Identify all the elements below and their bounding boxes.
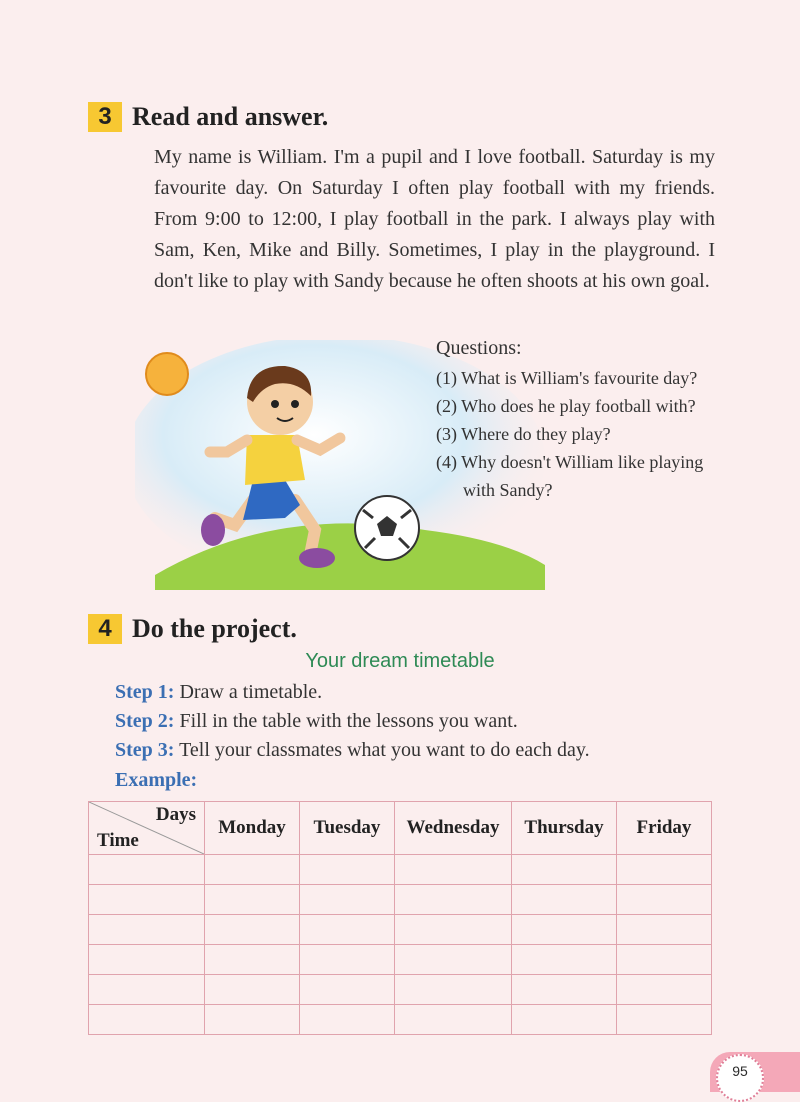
table-cell — [300, 945, 395, 975]
table-cell — [395, 975, 512, 1005]
day-header: Friday — [617, 802, 712, 855]
table-row — [89, 975, 712, 1005]
table-cell — [617, 1005, 712, 1035]
step-label: Step 1: — [115, 681, 175, 703]
table-cell — [89, 915, 205, 945]
table-cell — [300, 855, 395, 885]
table-cell — [300, 1005, 395, 1035]
table-cell — [512, 1005, 617, 1035]
table-cell — [89, 885, 205, 915]
table-row — [89, 915, 712, 945]
table-cell — [617, 855, 712, 885]
table-cell — [395, 945, 512, 975]
football-icon — [355, 496, 419, 560]
table-row — [89, 1005, 712, 1035]
table-cell — [89, 855, 205, 885]
days-label: Days — [155, 804, 196, 825]
table-cell — [205, 945, 300, 975]
questions-block — [436, 337, 736, 504]
section-3-heading — [88, 102, 328, 132]
timetable-corner-cell — [89, 802, 205, 855]
section-number-badge: 3 — [88, 102, 122, 132]
question-item: (1) What is William's favourite day? — [436, 368, 698, 388]
table-cell — [205, 915, 300, 945]
day-header: Thursday — [512, 802, 617, 855]
timetable-body — [89, 855, 712, 1035]
table-cell — [395, 915, 512, 945]
step-label: Step 3: — [115, 739, 175, 761]
table-row — [89, 885, 712, 915]
step-label: Step 2: — [115, 710, 175, 732]
step-1 — [115, 678, 590, 707]
timetable-header-row — [89, 802, 712, 855]
table-cell — [205, 855, 300, 885]
step-2 — [115, 707, 590, 736]
example-label: Example: — [115, 769, 198, 791]
table-cell — [512, 885, 617, 915]
section-title: Do the project. — [132, 614, 297, 643]
project-subtitle: Your dream timetable — [305, 650, 495, 672]
table-cell — [89, 975, 205, 1005]
table-cell — [89, 1005, 205, 1035]
table-cell — [512, 945, 617, 975]
day-header: Wednesday — [395, 802, 512, 855]
sun-icon — [146, 353, 188, 395]
question-item: (2) Who does he play football with? — [436, 396, 696, 416]
table-cell — [89, 945, 205, 975]
questions-heading: Questions: — [436, 337, 522, 359]
project-steps — [115, 678, 590, 796]
page-number-tab — [710, 1052, 800, 1092]
table-cell — [205, 975, 300, 1005]
table-cell — [395, 1005, 512, 1035]
day-header: Tuesday — [300, 802, 395, 855]
table-cell — [300, 975, 395, 1005]
question-item: (3) Where do they play? — [436, 424, 611, 444]
time-label: Time — [97, 830, 139, 851]
page-number: 95 — [716, 1054, 764, 1102]
step-text: Fill in the table with the lessons you want. — [179, 710, 518, 732]
table-cell — [395, 855, 512, 885]
question-item-continued: with Sandy? — [463, 480, 553, 500]
table-cell — [512, 855, 617, 885]
table-row — [89, 945, 712, 975]
table-cell — [395, 885, 512, 915]
step-3 — [115, 736, 590, 765]
table-cell — [512, 975, 617, 1005]
section-number-badge: 4 — [88, 614, 122, 644]
table-row — [89, 855, 712, 885]
table-cell — [617, 975, 712, 1005]
section-4-heading — [88, 614, 297, 644]
table-cell — [617, 885, 712, 915]
table-cell — [205, 1005, 300, 1035]
table-cell — [300, 885, 395, 915]
section-title: Read and answer. — [132, 102, 329, 131]
step-text: Draw a timetable. — [179, 681, 323, 703]
table-cell — [512, 915, 617, 945]
day-header: Monday — [205, 802, 300, 855]
table-cell — [205, 885, 300, 915]
table-cell — [300, 915, 395, 945]
question-item: (4) Why doesn't William like playing — [436, 452, 704, 472]
reading-passage: My name is William. I'm a pupil and I love football. Saturday is my favourite day. On Saturday I often play football with my friends. From 9:00 to 12:00, I play football in the park. I always play with Sam, Ken, Mike and Billy. Sometimes, I play in the playground. I don't like to play with Sandy because he often shoots at his own goal. — [154, 146, 715, 292]
table-cell — [617, 915, 712, 945]
table-cell — [617, 945, 712, 975]
timetable — [88, 801, 712, 1035]
step-text: Tell your classmates what you want to do each day. — [179, 739, 590, 761]
